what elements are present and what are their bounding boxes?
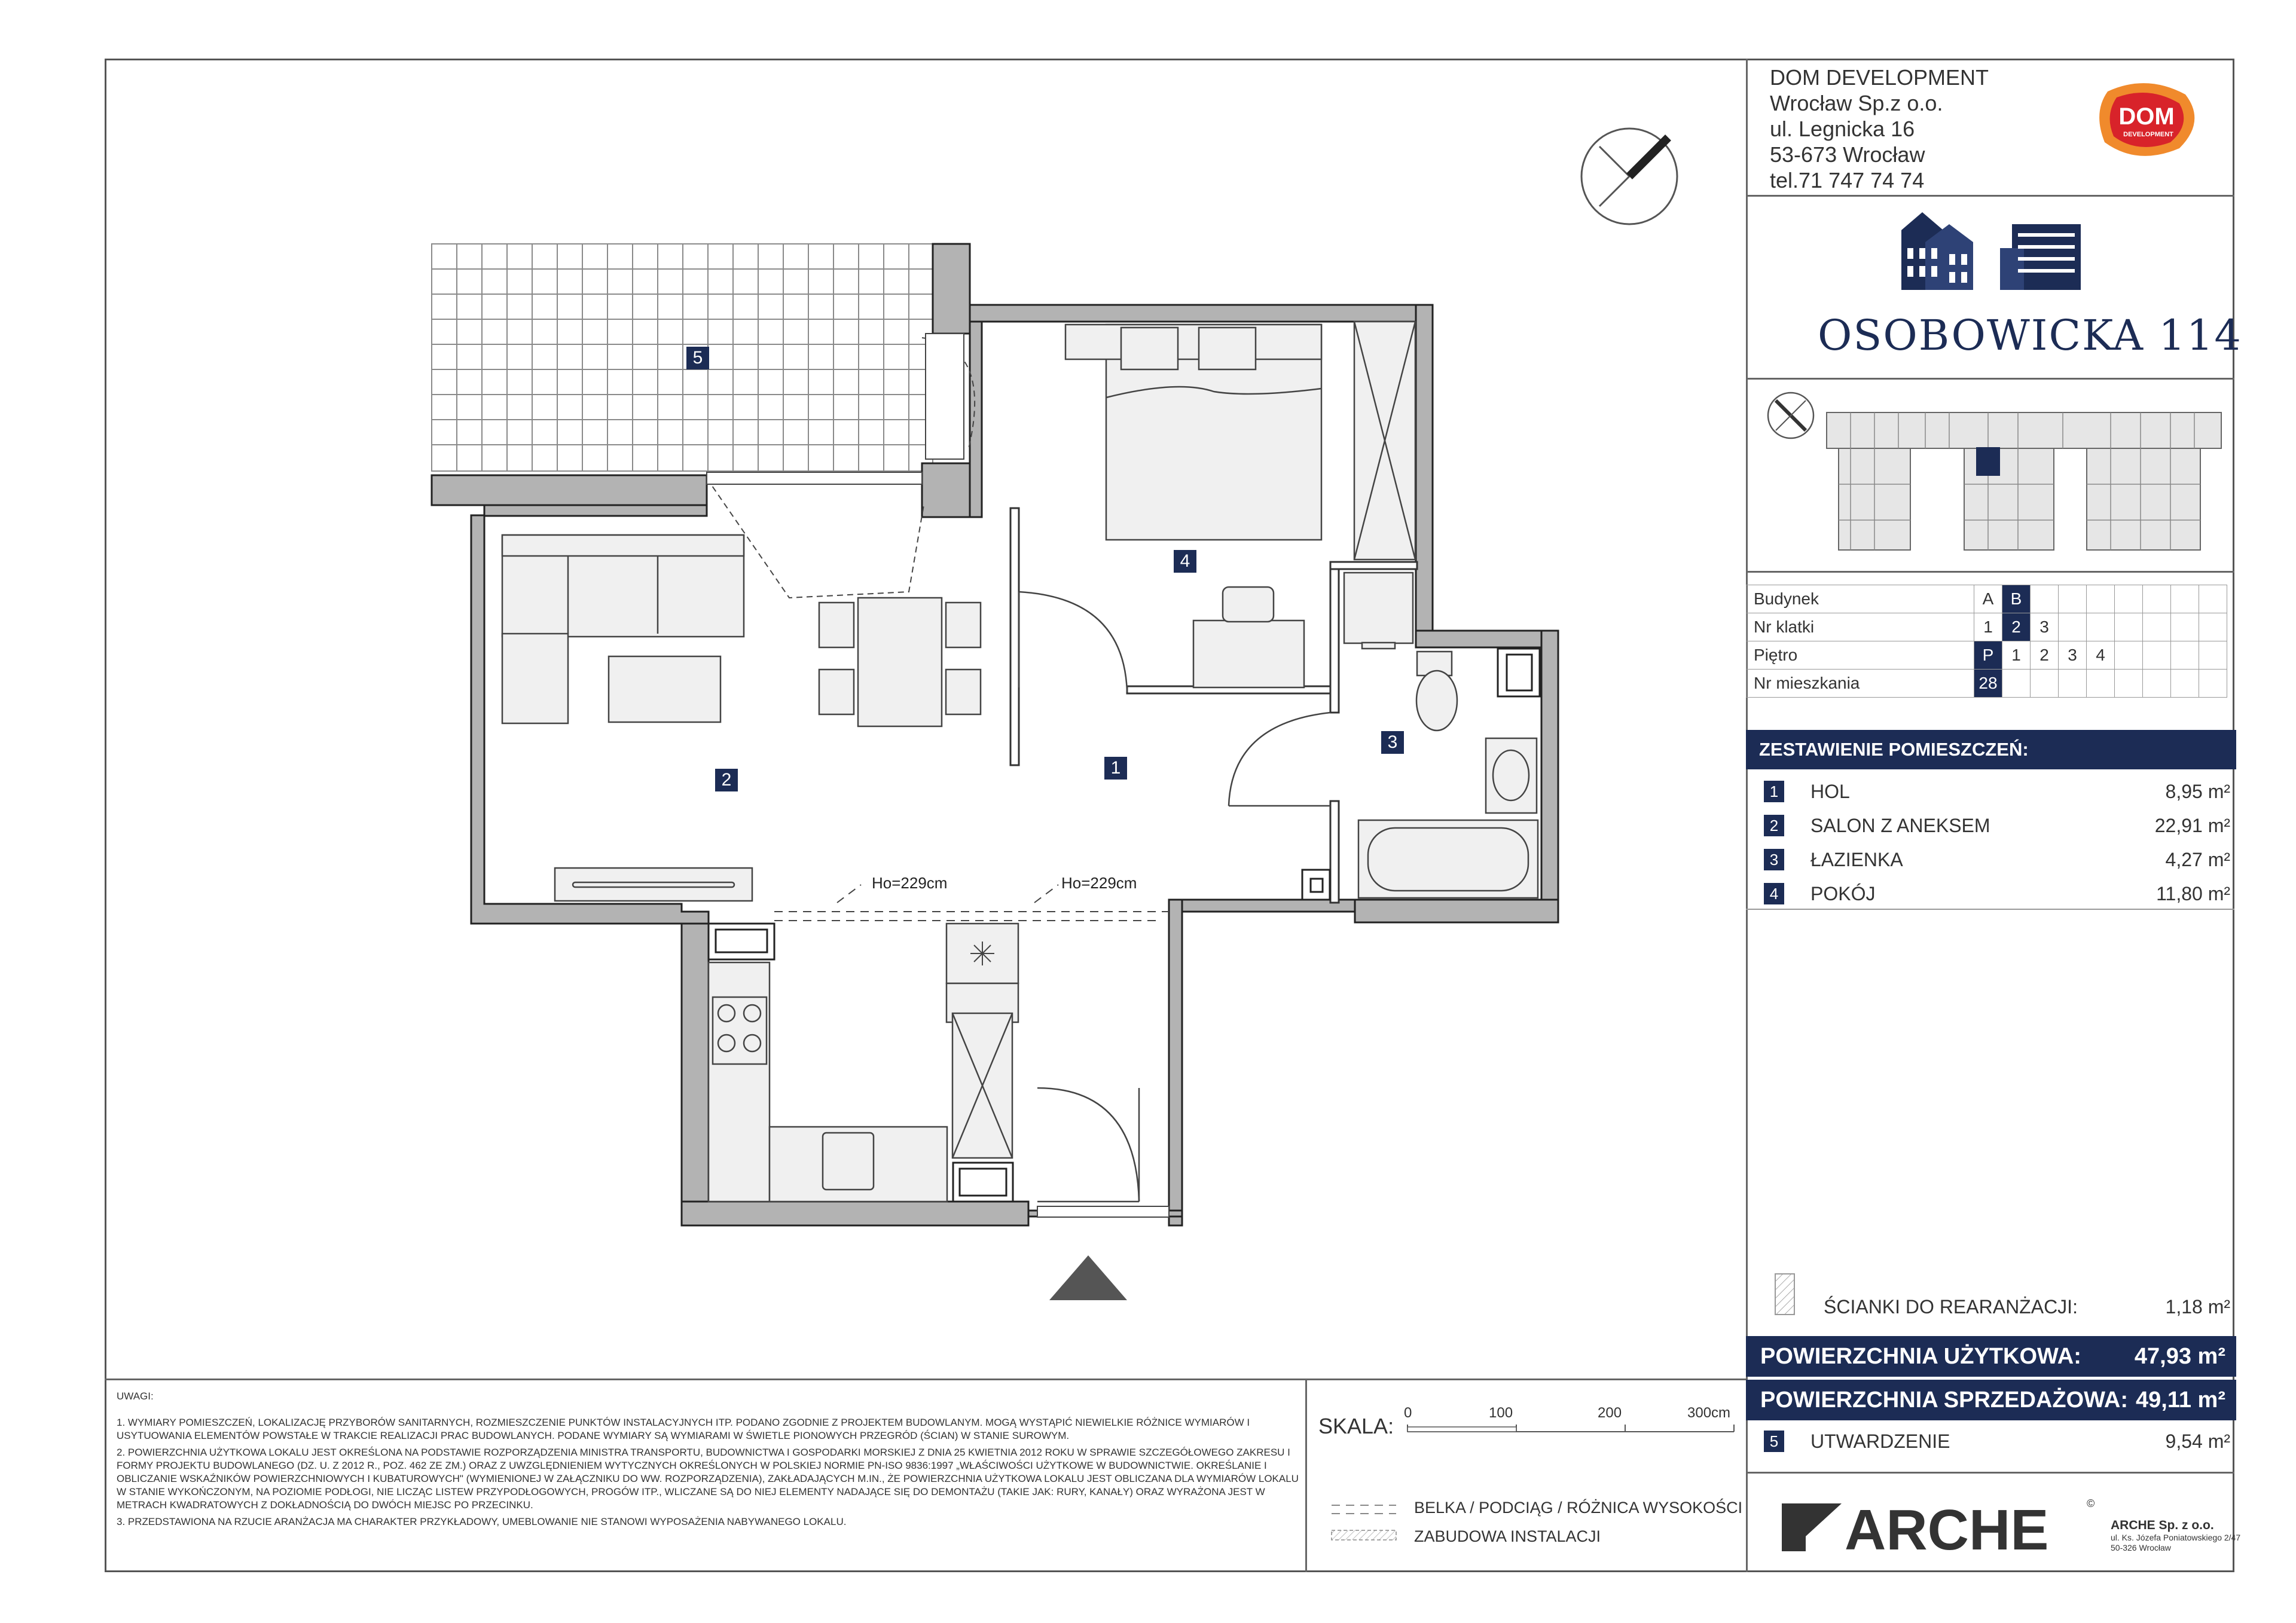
- info-cell: [2143, 585, 2171, 613]
- info-cell: [2087, 613, 2115, 641]
- partitions-area: 1,18 m²: [2165, 1296, 2230, 1318]
- room-name: HOL: [1810, 781, 1850, 802]
- info-cell: 1: [2002, 641, 2031, 670]
- info-label: Nr mieszkania: [1747, 670, 1974, 698]
- room-area: 11,80 m²: [2156, 883, 2230, 904]
- room-tag-5: 5: [686, 347, 709, 369]
- legend-icons: [1330, 1500, 1402, 1542]
- info-cell-selected: B: [2002, 585, 2031, 613]
- info-cell: [2171, 613, 2199, 641]
- info-row-floor: [1747, 641, 2227, 670]
- sale-area-value: 49,11 m²: [2136, 1387, 2225, 1413]
- company-address: [1770, 65, 1989, 193]
- fridge-icon: [970, 942, 994, 965]
- arche-logo: [1782, 1494, 2081, 1560]
- usable-area-label: POWIERZCHNIA UŻYTKOWA:: [1760, 1344, 2081, 1369]
- room-name: SALON Z ANEKSEM: [1810, 815, 1990, 836]
- key-plan: [1752, 383, 2230, 574]
- divider: [1746, 378, 2234, 380]
- info-cell: [2199, 641, 2227, 670]
- info-cell: [2171, 585, 2199, 613]
- room-tag-1: 1: [1104, 757, 1127, 780]
- room-area: 8,95 m²: [2165, 781, 2230, 802]
- info-row-apartment: [1747, 670, 2227, 698]
- arche-street: ul. Ks. Józefa Poniatowskiego 2/47: [2111, 1533, 2241, 1542]
- logo-text-top: DOM: [2118, 103, 2175, 130]
- info-cell: [2115, 585, 2143, 613]
- arche-address: [2111, 1518, 2240, 1553]
- company-name: DOM DEVELOPMENT: [1770, 65, 1989, 90]
- shafts: [709, 649, 1540, 1202]
- outdoor-row: [1764, 1425, 2230, 1458]
- info-cell: [2171, 641, 2199, 670]
- info-cell: [2143, 641, 2171, 670]
- info-cell: [2143, 670, 2171, 698]
- info-cell: [2087, 670, 2115, 698]
- scale-tick: 200: [1598, 1405, 1622, 1421]
- legend-beam: BELKA / PODCIĄG / RÓŻNICA WYSOKOŚCI: [1414, 1499, 1743, 1517]
- partitions: [1010, 508, 1417, 903]
- notes-title: UWAGI:: [117, 1390, 154, 1402]
- scale-tick: 300cm: [1687, 1405, 1731, 1421]
- note-3: 3. PRZEDSTAWIONA NA RZUCIE ARANŻACJA MA CHARAKTER PRZYKŁADOWY, UMEBLOWANIE NIE STANOWI WYPOSAŻENIA NABYWANEGO LOKALU.: [117, 1516, 847, 1527]
- room-row: [1764, 775, 2230, 808]
- room-number: 2: [1764, 815, 1784, 836]
- sale-area-label: POWIERZCHNIA SPRZEDAŻOWA:: [1760, 1387, 2129, 1413]
- copyright-icon: ©: [2087, 1497, 2095, 1509]
- info-cell: [2031, 585, 2059, 613]
- terrace-grid: [432, 244, 933, 471]
- info-cell: 2: [2031, 641, 2059, 670]
- room-tag-4: 4: [1174, 550, 1196, 573]
- info-cell: [2002, 670, 2031, 698]
- notes: [117, 1390, 1300, 1532]
- company-phone: tel.71 747 74 74: [1770, 168, 1925, 192]
- room-area: 4,27 m²: [2165, 849, 2230, 870]
- scale-tick: 0: [1404, 1405, 1412, 1421]
- room-number: 1: [1764, 781, 1784, 802]
- info-cell: [2199, 585, 2227, 613]
- info-cell: 1: [1974, 613, 2002, 641]
- arche-logo-text: ARCHE: [1845, 1498, 2049, 1560]
- info-cell-selected: 28: [1974, 670, 2002, 698]
- room-row: [1764, 877, 2230, 910]
- rooms-header: ZESTAWIENIE POMIESZCZEŃ:: [1746, 730, 2236, 769]
- room-number: 4: [1764, 883, 1784, 904]
- info-cell: [2115, 641, 2143, 670]
- room-name: POKÓJ: [1810, 883, 1876, 904]
- dom-development-logo: [2090, 77, 2203, 160]
- partition-hatch-icon: [1775, 1273, 1795, 1315]
- info-row-staircase: [1747, 613, 2227, 641]
- info-cell: [2199, 670, 2227, 698]
- info-row-building: [1747, 585, 2227, 613]
- scale-tick: 100: [1489, 1405, 1513, 1421]
- project-title: OSOBOWICKA 114: [1818, 311, 2242, 360]
- room-name: ŁAZIENKA: [1810, 849, 1903, 870]
- divider: [1746, 571, 2234, 573]
- logo-text-bottom: DEVELOPMENT: [2123, 131, 2173, 138]
- info-label: Nr klatki: [1747, 613, 1974, 641]
- entrance-marker-icon: [1049, 1255, 1127, 1300]
- info-cell: [2143, 613, 2171, 641]
- room-tag-2: 2: [715, 769, 738, 791]
- info-cell: 3: [2031, 613, 2059, 641]
- company-street: ul. Legnicka 16: [1770, 117, 1915, 141]
- info-cell: [2115, 670, 2143, 698]
- usable-area-value: 47,93 m²: [2134, 1344, 2225, 1369]
- room-row: [1764, 809, 2230, 842]
- info-cell: [2031, 670, 2059, 698]
- key-plan-highlight: [1976, 447, 2000, 476]
- info-cell: [2087, 585, 2115, 613]
- info-cell: 3: [2059, 641, 2087, 670]
- divider: [1746, 1472, 2234, 1474]
- info-label: Piętro: [1747, 641, 1974, 670]
- outdoor-name: UTWARDZENIE: [1810, 1431, 1950, 1452]
- project-buildings-icon: [1889, 206, 2093, 290]
- info-cell-selected: P: [1974, 641, 2002, 670]
- partitions-label: ŚCIANKI DO REARANŻACJI:: [1824, 1296, 2078, 1318]
- arche-company: ARCHE Sp. z o.o.: [2111, 1518, 2214, 1532]
- company-city: 53-673 Wrocław: [1770, 142, 1925, 167]
- company-line2: Wrocław Sp.z o.o.: [1770, 91, 1943, 115]
- info-cell: [2171, 670, 2199, 698]
- info-cell: A: [1974, 585, 2002, 613]
- unit-info-table: [1746, 585, 2227, 698]
- info-cell: 4: [2087, 641, 2115, 670]
- info-label: Budynek: [1747, 585, 1974, 613]
- scale-label: SKALA:: [1318, 1414, 1394, 1438]
- arche-city: 50-326 Wrocław: [2111, 1543, 2171, 1552]
- sale-area-bar: [1746, 1380, 2236, 1420]
- divider: [1305, 1379, 1307, 1572]
- info-cell: [2199, 613, 2227, 641]
- info-cell: [2059, 585, 2087, 613]
- divider: [1746, 195, 2234, 197]
- room-area: 22,91 m²: [2154, 815, 2230, 836]
- legend-installation: ZABUDOWA INSTALACJI: [1414, 1527, 1601, 1545]
- info-cell: [2059, 670, 2087, 698]
- room-tag-3: 3: [1381, 731, 1404, 754]
- note-1: 1. WYMIARY POMIESZCZEŃ, LOKALIZACJĘ PRZYBORÓW SANITARNYCH, ROZMIESZCZENIE PUNKTÓW INSTALACYJNYCH ITP. PODANO ZGODNIE Z PROJEKTEM BUDOWLANYM. MOGĄ WYSTĄPIĆ NIEWIELKIE RÓŻNICE WYMIARÓW I USYTUOWANIA ELEMENTÓW POWSTAŁE W TRAKCIE REALIZACJI PRAC BUDOWLANYCH. PODANE WYMIARY SĄ WYMIARAMI W ŚWIETLE PIONOWYCH PRZEGRÓD (ŚCIAN) W STANIE SUROWYM.: [117, 1417, 1250, 1441]
- outdoor-number: 5: [1764, 1431, 1784, 1452]
- outdoor-area: 9,54 m²: [2165, 1431, 2230, 1452]
- ceiling-height-label: Ho=229cm: [872, 874, 948, 892]
- info-cell-selected: 2: [2002, 613, 2031, 641]
- divider: [105, 1379, 1746, 1380]
- info-cell: [2059, 613, 2087, 641]
- room-number: 3: [1764, 849, 1784, 870]
- room-row: [1764, 843, 2230, 876]
- usable-area-bar: [1746, 1336, 2236, 1377]
- north-arrow-icon: [1581, 129, 1677, 224]
- info-cell: [2115, 613, 2143, 641]
- ceiling-height-label: Ho=229cm: [1061, 874, 1137, 892]
- note-2: 2. POWIERZCHNIA UŻYTKOWA LOKALU JEST OKREŚLONA NA PODSTAWIE ROZPORZĄDZENIA MINISTRA TRANSPORTU, BUDOWNICTWA I GOSPODARKI MORSKIEJ Z DNIA 25 KWIETNIA 2012 ROKU W SPRAWIE SZCZEGÓŁOWEGO ZAKRESU I FORMY PROJEKTU BUDOWLANEGO (DZ. U. Z 2012 R., POZ. 462 ZE ZM.) ORAZ Z UWZGLĘDNIENIEM WYTYCZNYCH OKREŚLONYCH W POLSKIEJ NORMIE PN-ISO 9836:1997 „WŁAŚCIWOŚCI UŻYTKOWE W BUDOWNICTWIE. OKREŚLANIE I OBLICZANIE WSKAŹNIKÓW POWIERZCHNIOWYCH I KUBATUROWYCH" (WYMIENIONEJ W ZAŁĄCZNIKU DO WW. ROZPORZĄDZENIA), ZAKŁADAJĄCYCH M.IN., ŻE POWIERZCHNIA UŻYTKOWA LOKALU JEST OBLICZANA DLA WYMIARÓW LOKALU W STANIE WYKOŃCZONYM, NA POZIOMIE PODŁOGI, NIE LICZĄC LISTEW PRZYPODŁOGOWYCH, PROGÓW ITP., WLICZANE SĄ DO NIEJ ELEMENTY NADAJĄCE SIĘ DO DEMONTAŻU (TAKIE JAK: RURY, KANAŁY) ORAZ WYRAŻONA JEST W METRACH KWADRATOWYCH Z DOKŁADNOŚCIĄ DO DWÓCH MIEJSC PO PRZECINKU.: [117, 1447, 1299, 1511]
- divider: [1746, 909, 2234, 910]
